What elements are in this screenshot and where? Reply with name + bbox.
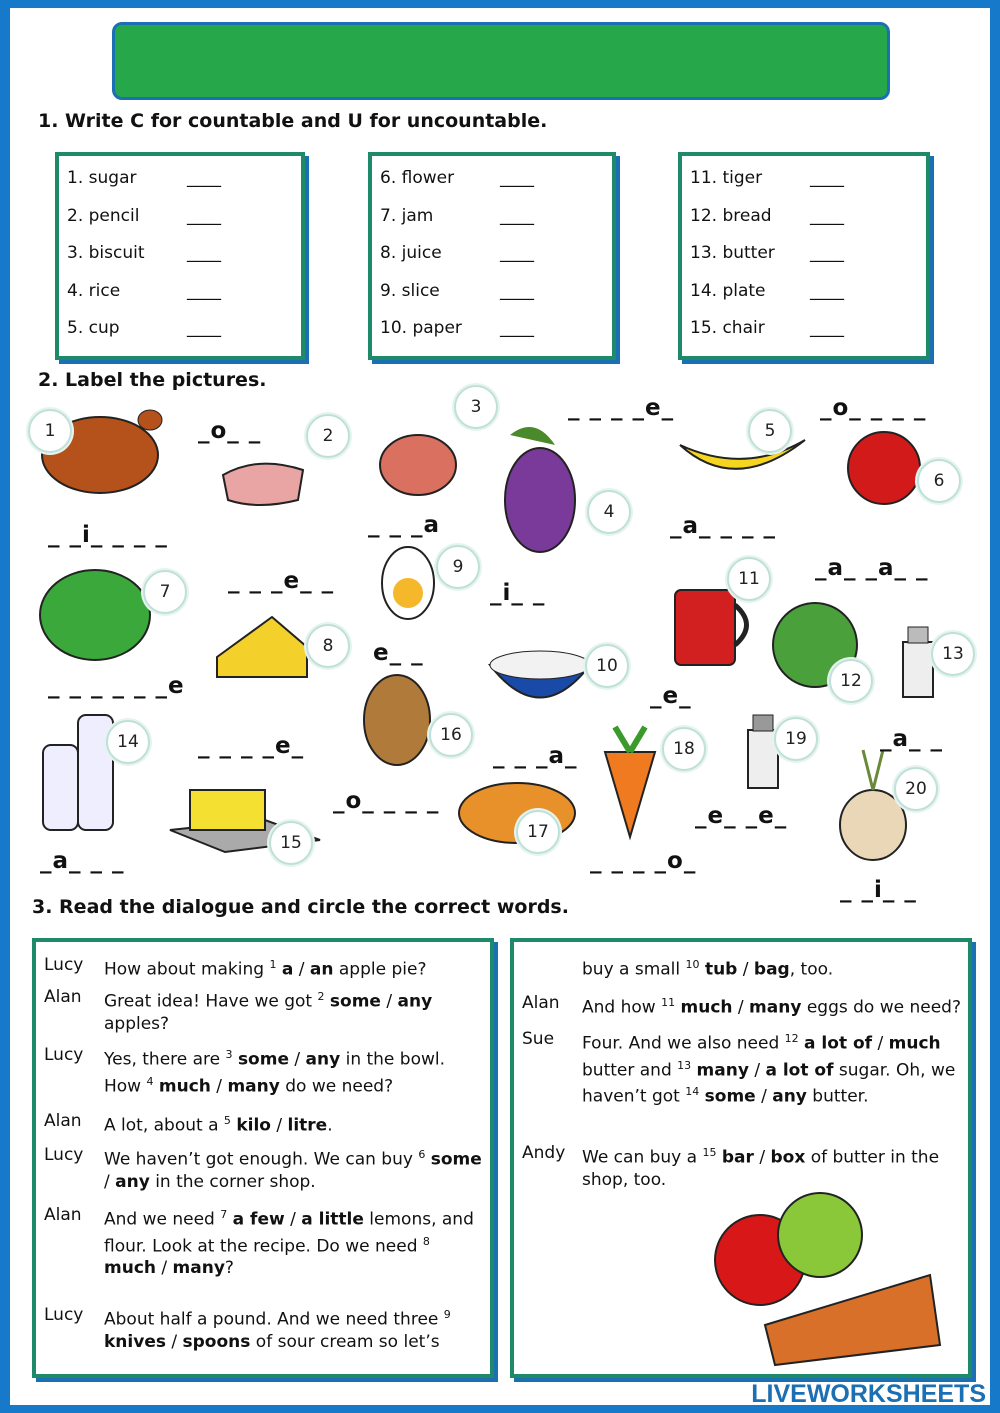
picture-number-badge: 19: [774, 717, 818, 761]
word-item: [380, 243, 534, 263]
picture-number-badge: 5: [748, 409, 792, 453]
word-hint-label[interactable]: _a_ _: [880, 726, 944, 752]
rice-bowl-icon: [485, 635, 595, 715]
dialogue-text[interactable]: And how $^{11}$ much / many eggs do we need?: [582, 996, 961, 1018]
answer-blank[interactable]: ____: [810, 243, 844, 263]
speaker-name: Andy: [522, 1143, 566, 1163]
answer-blank[interactable]: ____: [500, 318, 534, 338]
word-hint-label[interactable]: _a_ _ _: [40, 848, 125, 874]
lettuce-icon: [35, 565, 155, 665]
picture-number-badge: 9: [436, 545, 480, 589]
word-hint-label[interactable]: _ _ _e_ _: [228, 568, 335, 594]
answer-blank[interactable]: ____: [810, 318, 844, 338]
word-item: [380, 318, 534, 338]
speaker-name: Sue: [522, 1029, 555, 1049]
picture-number-badge: 18: [662, 727, 706, 771]
word-box-3: [678, 152, 930, 360]
picture-number-badge: 14: [106, 720, 150, 764]
item-number: 4.: [67, 280, 84, 301]
picture-number-badge: 13: [931, 632, 975, 676]
answer-blank[interactable]: ____: [500, 243, 534, 263]
dialogue-text[interactable]: We haven’t got enough. We can buy $^6$ some / any in the corner shop.: [104, 1148, 482, 1192]
speaker-name: Alan: [44, 1205, 82, 1225]
word-hint-label[interactable]: _e_: [650, 683, 692, 709]
section3-title: 3. Read the dialogue and circle the correct words.: [32, 896, 569, 918]
answer-blank[interactable]: ____: [810, 205, 844, 226]
answer-blank[interactable]: ____: [187, 318, 221, 338]
word-item: [67, 243, 221, 263]
word-item: [380, 168, 534, 188]
liveworksheets-logo: LIVEWORKSHEETS: [751, 1380, 986, 1408]
answer-blank[interactable]: ____: [187, 205, 221, 226]
item-number: 6.: [380, 168, 397, 188]
word-hint-label[interactable]: _ _i_ _ _ _: [48, 522, 168, 548]
speaker-name: Lucy: [44, 1045, 84, 1065]
dialogue-text[interactable]: How about making $^1$ a / an apple pie?: [104, 958, 427, 980]
item-word: paper: [412, 318, 462, 338]
picture-number-badge: 3: [454, 385, 498, 429]
picture-number-badge: 8: [306, 624, 350, 668]
item-word: butter: [722, 243, 775, 263]
word-item: [67, 168, 221, 188]
potato-icon: [360, 670, 435, 770]
dialogue-text[interactable]: Four. And we also need $^{12}$ a lot of / much butter and $^{13}$ many / a lot of sugar. Oh, we haven’t got $^{14}$ some / any butter.: [582, 1032, 956, 1107]
word-hint-label[interactable]: _o_ _: [198, 418, 262, 444]
ham-icon: [378, 420, 463, 500]
grapes-icon: [495, 415, 585, 555]
item-word: plate: [722, 280, 766, 301]
word-item: [380, 280, 534, 301]
word-hint-label[interactable]: _a_ _a_ _: [815, 555, 929, 581]
tomato-icon: [842, 425, 927, 505]
word-box-1: [55, 152, 305, 360]
carrot-icon: [595, 722, 665, 842]
item-number: 8.: [380, 243, 397, 263]
item-number: 12.: [690, 205, 718, 226]
word-item: [690, 168, 844, 188]
meat-icon: [218, 455, 313, 510]
item-word: chair: [722, 318, 765, 338]
item-word: bread: [722, 205, 772, 226]
item-word: juice: [401, 243, 442, 263]
dialogue-text[interactable]: Great idea! Have we got $^2$ some / any apples?: [104, 990, 433, 1034]
word-item: [690, 205, 844, 226]
word-hint-label[interactable]: _e_ _e_: [695, 803, 788, 829]
word-box-2: [368, 152, 616, 360]
picture-number-badge: 17: [516, 810, 560, 854]
answer-blank[interactable]: ____: [810, 168, 844, 188]
item-word: tiger: [722, 168, 763, 188]
speaker-name: Lucy: [44, 955, 84, 975]
answer-blank[interactable]: ____: [187, 168, 221, 188]
dialogue-text[interactable]: We can buy a $^{15}$ bar / box of butter in the shop, too.: [582, 1146, 940, 1190]
picture-number-badge: 20: [894, 767, 938, 811]
dialogue-text[interactable]: buy a small $^{10}$ tub / bag, too.: [582, 958, 834, 980]
word-hint-label[interactable]: _ _ _a_: [493, 743, 578, 769]
title-banner: [112, 22, 890, 100]
picture-number-badge: 1: [28, 409, 72, 453]
word-item: [690, 318, 844, 338]
item-word: sugar: [88, 168, 137, 188]
word-hint-label[interactable]: _ _i_ _: [840, 877, 917, 903]
item-word: pencil: [88, 205, 140, 226]
item-number: 1.: [67, 168, 84, 188]
answer-blank[interactable]: ____: [187, 280, 221, 301]
picture-number-badge: 10: [585, 644, 629, 688]
picture-number-badge: 12: [829, 659, 873, 703]
word-hint-label[interactable]: _i_ _: [490, 580, 546, 606]
item-word: slice: [401, 280, 440, 301]
item-word: jam: [401, 205, 434, 226]
item-word: rice: [88, 280, 121, 301]
dialogue-text[interactable]: Yes, there are $^3$ some / any in the bowl. How $^4$ much / many do we need?: [104, 1048, 446, 1097]
word-item: [67, 205, 221, 226]
word-item: [690, 280, 844, 301]
picture-number-badge: 2: [306, 414, 350, 458]
word-item: [67, 280, 221, 301]
item-number: 2.: [67, 205, 84, 226]
item-number: 11.: [690, 168, 718, 188]
answer-blank[interactable]: ____: [500, 168, 534, 188]
answer-blank[interactable]: ____: [500, 280, 534, 301]
dialogue-text[interactable]: And we need $^7$ a few / a little lemons, and flour. Look at the recipe. Do we need $^8$ much / many?: [104, 1208, 474, 1279]
item-number: 3.: [67, 243, 84, 263]
speaker-name: Lucy: [44, 1305, 84, 1325]
word-hint-label[interactable]: _ _ _ _e_: [568, 395, 675, 421]
section1-title: 1. Write C for countable and U for uncountable.: [38, 110, 548, 132]
item-number: 5.: [67, 318, 84, 338]
word-hint-label[interactable]: _ _ _a: [368, 512, 441, 538]
picture-number-badge: 7: [143, 570, 187, 614]
speaker-name: Alan: [522, 993, 560, 1013]
cheese-icon: [212, 612, 312, 682]
answer-blank[interactable]: ____: [187, 243, 221, 263]
word-hint-label[interactable]: _ _ _ _ _ _e: [48, 673, 185, 699]
item-number: 9.: [380, 280, 397, 301]
item-word: cup: [88, 318, 120, 338]
picture-number-badge: 15: [269, 821, 313, 865]
picture-number-badge: 16: [429, 713, 473, 757]
item-number: 10.: [380, 318, 408, 338]
word-hint-label[interactable]: _ _ _ _e_: [198, 733, 305, 759]
item-number: 7.: [380, 205, 397, 226]
item-number: 15.: [690, 318, 718, 338]
item-number: 14.: [690, 280, 718, 301]
word-hint-label[interactable]: e_ _: [373, 640, 424, 666]
item-word: flower: [401, 168, 455, 188]
dialogue-box-left: [32, 938, 494, 1378]
dialogue-text[interactable]: A lot, about a $^5$ kilo / litre.: [104, 1114, 333, 1136]
apple-pie-icon: [705, 1185, 945, 1370]
section2-title: 2. Label the pictures.: [38, 369, 267, 391]
word-hint-label[interactable]: _ _ _ _o_: [590, 848, 697, 874]
speaker-name: Lucy: [44, 1145, 84, 1165]
word-item: [690, 243, 844, 263]
word-hint-label[interactable]: _o_ _ _ _: [820, 395, 927, 421]
word-item: [67, 318, 221, 338]
picture-number-badge: 4: [587, 490, 631, 534]
word-hint-label[interactable]: _a_ _ _ _: [670, 513, 777, 539]
answer-blank[interactable]: ____: [810, 280, 844, 301]
picture-number-badge: 11: [727, 557, 771, 601]
speaker-name: Alan: [44, 987, 82, 1007]
dialogue-text[interactable]: About half a pound. And we need three $^9$ knives / spoons of sour cream so let’s: [104, 1308, 451, 1352]
egg-icon: [378, 543, 438, 623]
answer-blank[interactable]: ____: [500, 205, 534, 226]
picture-number-badge: 6: [917, 459, 961, 503]
word-hint-label[interactable]: _o_ _ _ _: [333, 788, 440, 814]
item-word: biscuit: [88, 243, 145, 263]
speaker-name: Alan: [44, 1111, 82, 1131]
item-number: 13.: [690, 243, 718, 263]
word-item: [380, 205, 534, 226]
